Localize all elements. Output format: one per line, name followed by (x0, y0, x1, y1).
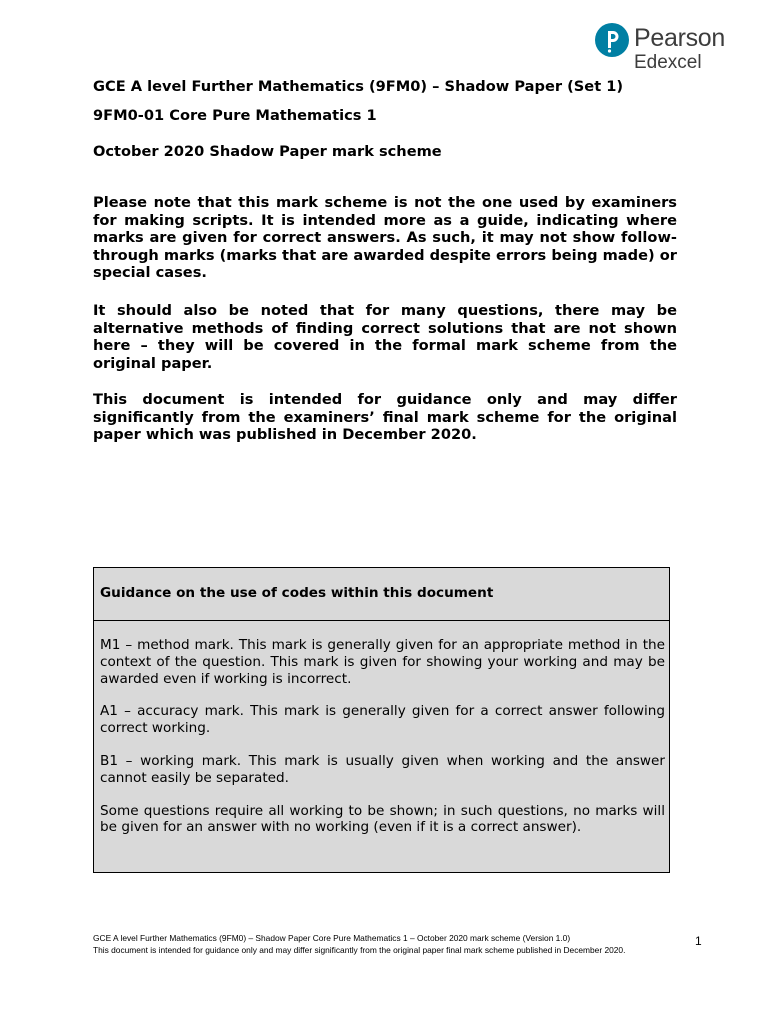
guidance-item-working: Some questions require all working to be shown; in such questions, no marks will be given for an answer with no working (even if it is a correct answer). (100, 802, 665, 836)
note-paragraph: Please note that this mark scheme is not the one used by examiners for making scripts. It is intended more as a guide, indicating where marks are given for correct answers. As such, it may not show follow-through marks (marks that are awarded despite errors being made) or special cases. (93, 194, 677, 282)
page-number: 1 (695, 934, 702, 948)
guidance-box (93, 567, 670, 873)
pearson-logo-icon (594, 22, 630, 58)
footer-line-2: This document is intended for guidance only and may differ significantly from the original paper final mark scheme published in December 2020. (93, 944, 626, 955)
logo-sub-text: Edexcel (634, 52, 702, 73)
guidance-item-a1: A1 – accuracy mark. This mark is generally given for a correct answer following correct working. (100, 703, 665, 737)
guidance-heading: Guidance on the use of codes within this document (94, 568, 669, 621)
document-title: GCE A level Further Mathematics (9FM0) – Shadow Paper (Set 1) (93, 78, 624, 95)
mark-scheme-subtitle: October 2020 Shadow Paper mark scheme (93, 143, 442, 160)
guidance-item-b1: B1 – working mark. This mark is usually given when working and the answer cannot easily be separated. (100, 752, 665, 786)
pearson-edexcel-logo (594, 22, 724, 72)
page-footer (93, 933, 683, 956)
paper-title: 9FM0-01 Core Pure Mathematics 1 (93, 107, 377, 124)
guidance-body (94, 621, 669, 836)
guidance-item-m1: M1 – method mark. This mark is generally given for an appropriate method in the context of the question. This mark is given for showing your working and may be awarded even if working is incorrect. (100, 637, 665, 687)
logo-brand-text: Pearson (634, 24, 726, 52)
note-paragraph: It should also be noted that for many questions, there may be alternative methods of finding correct solutions that are not shown here – they will be covered in the formal mark scheme from the original paper. (93, 302, 677, 372)
footer-line-1: GCE A level Further Mathematics (9FM0) – Shadow Paper Core Pure Mathematics 1 – October 2020 mark scheme (Version 1.0) (93, 933, 571, 943)
note-paragraph: This document is intended for guidance only and may differ significantly from the examiners’ final mark scheme for the original paper which was published in December 2020. (93, 391, 677, 444)
